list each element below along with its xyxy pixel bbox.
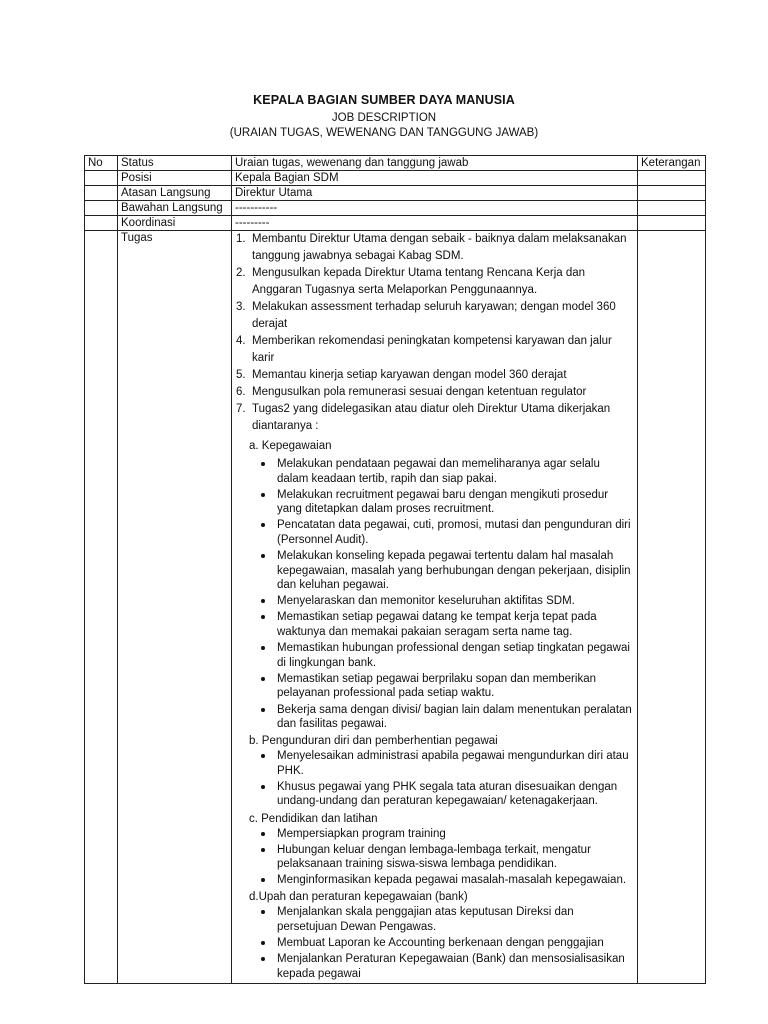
list-item: 4. Memberikan rekomendasi peningkatan kompetensi karyawan dan jalur karir: [236, 335, 612, 364]
list-item: Menjalankan skala penggajian atas keputusan Direksi dan persetujuan Dewan Pengawas.: [259, 905, 634, 934]
bullet-icon: [261, 848, 265, 852]
list-item: Memastikan setiap pegawai berprilaku sopan dan memberikan pelayanan professional pada setiap waktu.: [259, 672, 634, 701]
section-title-upah: d.Upah dan peraturan kepegawaian (bank): [249, 891, 468, 904]
bullet-icon: [261, 708, 265, 712]
list-item: Mempersiapkan program training: [259, 827, 634, 842]
list-item: Pencatatan data pegawai, cuti, promosi, mutasi dan pengunduran diri (Personnel Audit).: [259, 518, 634, 547]
header-status: Status: [118, 156, 232, 171]
list-item: Bekerja sama dengan divisi/ bagian lain dalam menentukan peralatan dan fasilitas pegawai.: [259, 703, 634, 732]
tugas-numbered-list: [235, 231, 634, 435]
document-subtitle-detail: (URAIAN TUGAS, WEWENANG DAN TANGGUNG JAWAB): [229, 127, 539, 139]
table-row: [85, 186, 706, 201]
bullet-icon: [261, 785, 265, 789]
section-title-pendidikan: c. Pendidikan dan latihan: [249, 812, 378, 825]
row-value-atasan: Direktur Utama: [232, 186, 638, 201]
bullet-icon: [261, 677, 265, 681]
bullet-icon: [261, 523, 265, 527]
list-item: 1. Membantu Direktur Utama dengan sebaik - baiknya dalam melaksanakan tanggung jawabnya sebagai Kabag SDM.: [236, 233, 627, 262]
table-row-tugas: [85, 231, 706, 984]
row-value-koordinasi: ---------: [232, 216, 638, 231]
row-status-posisi: Posisi: [118, 171, 232, 186]
list-item: 7. Tugas2 yang didelegasikan atau diatur oleh Direktur Utama dikerjakan diantaranya :: [236, 403, 611, 432]
bullet-icon: [261, 878, 265, 882]
list-item: Menjalankan Peraturan Kepegawaian (Bank) dan mensosialisasikan kepada pegawai: [259, 952, 634, 981]
row-value-posisi: Kepala Bagian SDM: [232, 171, 638, 186]
list-item: Hubungan keluar dengan lembaga-lembaga terkait, mengatur pelaksanaan training siswa-siswa lembaga pendidikan.: [259, 843, 634, 872]
list-item: Melakukan recruitment pegawai baru dengan mengikuti prosedur yang ditetapkan dalam proses recruitment.: [259, 488, 634, 517]
list-item: Khusus pegawai yang PHK segala tata aturan disesuaikan dengan undang-undang dan peraturan kepegawaian/ ketenagakerjaan.: [259, 780, 634, 809]
section-title-kepegawaian: a. Kepegawaian: [249, 440, 332, 452]
list-item: Melakukan konseling kepada pegawai tertentu dalam hal masalah kepegawaian, masalah yang berhubungan dengan pekerjaan, disiplin dan keluhan pegawai.: [259, 549, 634, 593]
job-description-table: [84, 155, 706, 984]
list-item: Membuat Laporan ke Accounting berkenaan dengan penggajian: [259, 936, 634, 951]
bullet-icon: [261, 832, 265, 836]
list-item: Memastikan setiap pegawai datang ke tempat kerja tepat pada waktunya dan memakai pakaian seragam serta name tag.: [259, 610, 634, 639]
bullet-list-upah: [235, 905, 634, 981]
row-status-atasan: Atasan Langsung: [118, 186, 232, 201]
list-item: Menyelesaikan administrasi apabila pegawai mengundurkan diri atau PHK.: [259, 749, 634, 778]
header-keterangan: Keterangan: [638, 156, 706, 171]
bullet-icon: [261, 599, 265, 603]
document-title: KEPALA BAGIAN SUMBER DAYA MANUSIA: [253, 93, 515, 107]
list-item: 2. Mengusulkan kepada Direktur Utama tentang Rencana Kerja dan Anggaran Tugasnya serta Melaporkan Penggunaannya.: [236, 267, 586, 296]
table-header-row: [85, 156, 706, 171]
bullet-icon: [261, 754, 265, 758]
row-status-bawahan: Bawahan Langsung: [118, 201, 232, 216]
bullet-icon: [261, 941, 265, 945]
bullet-icon: [261, 615, 265, 619]
list-item: Menyelaraskan dan memonitor keseluruhan aktifitas SDM.: [259, 594, 634, 609]
bullet-list-pendidikan: [235, 827, 634, 888]
tugas-content: [232, 231, 638, 984]
table-row: [85, 216, 706, 231]
list-item: Menginformasikan kepada pegawai masalah-masalah kepegawaian.: [259, 873, 634, 888]
list-item: 3. Melakukan assessment terhadap seluruh karyawan; dengan model 360 derajat: [236, 301, 616, 330]
bullet-list-pengunduran: [235, 749, 634, 809]
bullet-icon: [261, 493, 265, 497]
bullet-list-kepegawaian: [235, 457, 634, 732]
bullet-icon: [261, 462, 265, 466]
list-item: Memastikan hubungan professional dengan setiap tingkatan pegawai di lingkungan bank.: [259, 641, 634, 670]
row-status-tugas: Tugas: [118, 231, 232, 984]
table-row: [85, 201, 706, 216]
list-item: 5. Memantau kinerja setiap karyawan dengan model 360 derajat: [236, 369, 567, 381]
bullet-icon: [261, 957, 265, 961]
row-value-bawahan: -----------: [232, 201, 638, 216]
bullet-icon: [261, 646, 265, 650]
header-uraian: Uraian tugas, wewenang dan tanggung jawab: [232, 156, 638, 171]
document-subtitle: JOB DESCRIPTION: [331, 112, 437, 124]
list-item: 6. Mengusulkan pola remunerasi sesuai dengan ketentuan regulator: [236, 386, 587, 398]
header-no: No: [85, 156, 118, 171]
section-title-pengunduran: b. Pengunduran diri dan pemberhentian pegawai: [249, 735, 498, 748]
table-row: [85, 171, 706, 186]
bullet-icon: [261, 910, 265, 914]
row-status-koordinasi: Koordinasi: [118, 216, 232, 231]
bullet-icon: [261, 554, 265, 558]
list-item: Melakukan pendataan pegawai dan memeliharanya agar selalu dalam keadaan tertib, rapih dan siap pakai.: [259, 457, 634, 486]
